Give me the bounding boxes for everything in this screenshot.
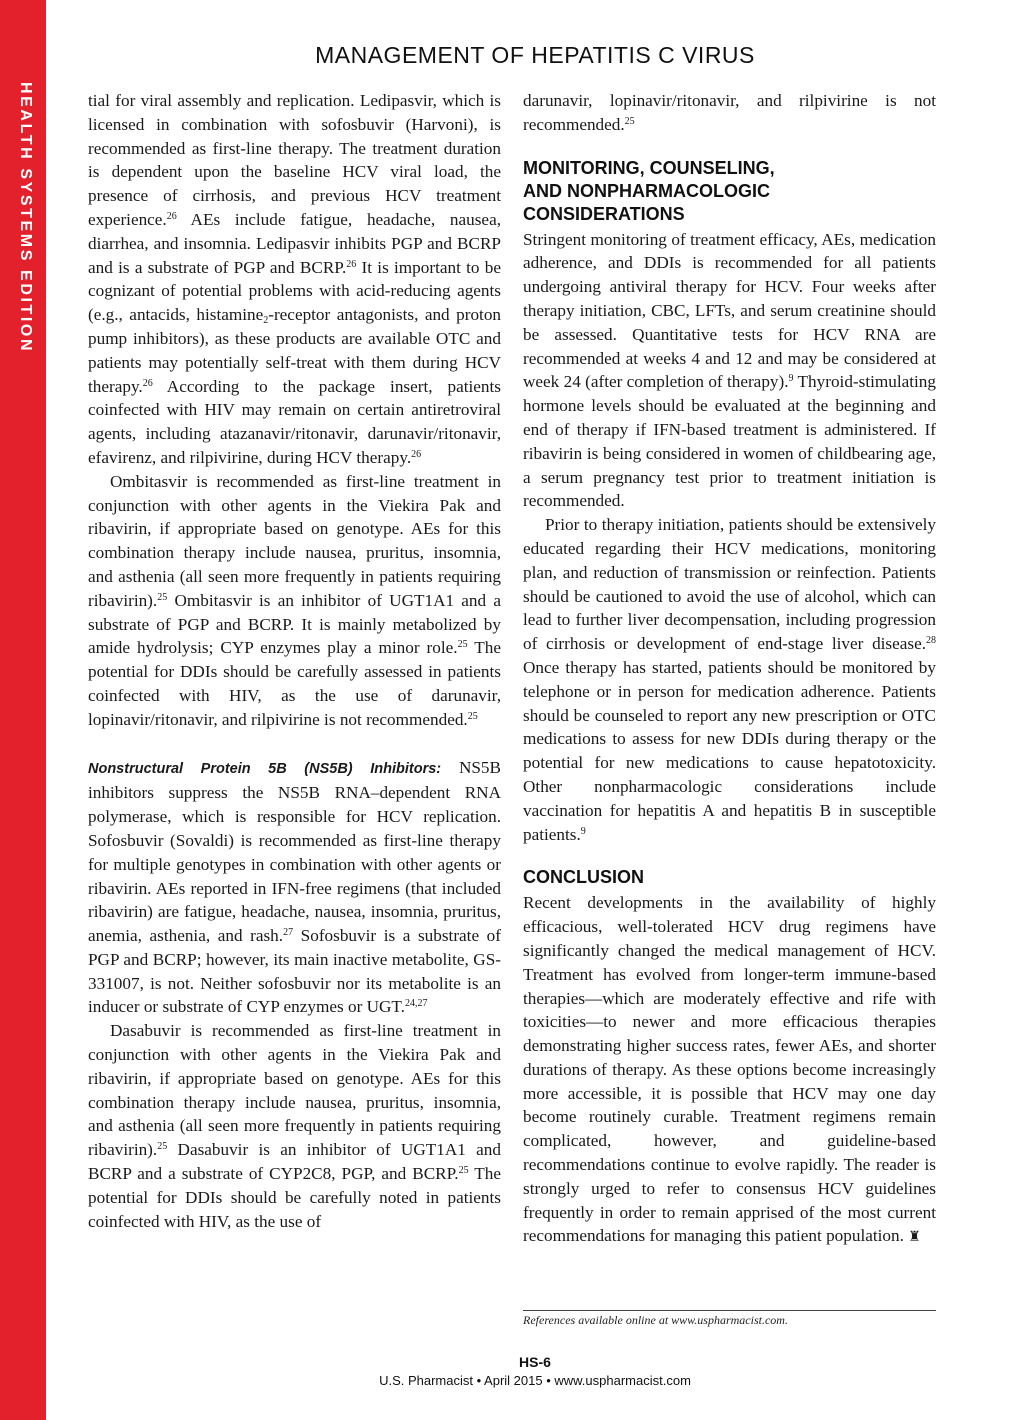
left-column <box>88 89 501 1233</box>
running-head: MANAGEMENT OF HEPATITIS C VIRUS <box>315 42 755 68</box>
citation: 25 <box>467 710 478 722</box>
citation: 25 <box>624 115 635 127</box>
right-column <box>523 89 936 1250</box>
citation: 26 <box>166 210 177 222</box>
paragraph: Ombitasvir is recommended as first-line treatment in conjunction with other agents in the Viekira Pak and ribavirin, if appropriate based on genotype. AEs for this combination therapy include nausea, pruritus, insomnia, and asthenia (all seen more frequently in patients requiring ribavirin).$^{25}$ Ombitasvir is an inhibitor of UGT1A1 and a substrate of PGP and BCRP. It is mainly metabolized by amide hydrolysis; CYP enzymes play a minor role.$^{25}$ The potential for DDIs should be carefully assessed in patients coinfected with HIV, as the use of darunavir, lopinavir/ritonavir, and rilpivirine is not recommended.$^{25}$ <box>88 471 501 729</box>
section-heading-monitoring: MONITORING, COUNSELING, AND NONPHARMACOLOGIC CONSIDERATIONS <box>523 157 775 224</box>
citation: 27 <box>283 927 294 939</box>
paragraph: Dasabuvir is recommended as first-line treatment in conjunction with other agents in the Viekira Pak and ribavirin, if appropriate based on genotype. AEs for this combination therapy include nausea, pruritus, insomnia, and asthenia (all seen more frequently in patients requiring ribavirin).$^{25}$ Dasabuvir is an inhibitor of UGT1A1 and BCRP and a substrate of CYP2C8, PGP, and BCRP.$^{25}$ The potential for DDIs should be carefully noted in patients coinfected with HIV, as the use of <box>88 1021 501 1231</box>
citation: 9 <box>788 373 794 385</box>
citation: 9 <box>580 825 586 837</box>
citation: 28 <box>926 635 936 647</box>
citation: 26 <box>142 377 153 389</box>
end-of-article-icon: ♜ <box>908 1230 921 1246</box>
page-number: HS-6 <box>519 1354 551 1370</box>
paragraph: tial for viral assembly and replication. Ledipasvir, which is licensed in combination with sofosbuvir (Harvoni), is recommended as first-line therapy. The treatment duration is dependent upon the baseline HCV viral load, the presence of cirrhosis, and previous HCV treatment experience.$^{26}$ AEs include fatigue, headache, nausea, diarrhea, and insomnia. Ledipasvir inhibits PGP and BCRP and is a substrate of PGP and BCRP.$^{26}$ It is important to be cognizant of potential problems with acid-reducing agents (e.g., antacids, histamine$_2$-receptor antagonists, and proton pump inhibitors), as these products are available OTC and patients may potentially self-treat with them during HCV therapy.$^{26}$ According to the package insert, patients coinfected with HIV may remain on certain antiretroviral agents, including atazanavir/ritonavir, darunavir/ritonavir, efavirenz, and rilpivirine, during HCV therapy.$^{26}$ <box>88 91 502 467</box>
paragraph: darunavir, lopinavir/ritonavir, and rilpivirine is not recommended.$^{25}$ <box>523 91 936 134</box>
citation: 25 <box>458 1165 469 1177</box>
citation: 24,27 <box>404 998 428 1010</box>
citation: 25 <box>157 1141 168 1153</box>
citation: 26 <box>411 448 422 460</box>
citation: 25 <box>157 591 168 603</box>
paragraph: Prior to therapy initiation, patients should be extensively educated regarding their HCV medications, monitoring plan, and reduction of transmission or reinfection. Patients should be cautioned to avoid the use of alcohol, which can lead to further liver decompensation, including progression of cirrhosis or development of end-stage liver disease.$^{28}$ Once therapy has started, patients should be monitored by telephone or in person for medication adherence. Patients should be counseled to report any new prescription or OTC medications to assess for new DDIs during therapy or the potential for new medications to cause hepatotoxicity. Other nonpharmacologic considerations include vaccination for hepatitis A and hepatitis B in susceptible patients.$^9$ <box>523 515 936 844</box>
citation: 26 <box>346 258 357 270</box>
paragraph: Stringent monitoring of treatment efficacy, AEs, medication adherence, and DDIs is recommended for all patients undergoing antiviral therapy for HCV. Four weeks after therapy initiation, CBC, LFTs, and serum creatinine should be assessed. Quantitative tests for HCV RNA are recommended at weeks 4 and 12 and may be considered at week 24 (after completion of therapy).$^9$ Thyroid-stimulating hormone levels should be evaluated at the beginning and end of therapy if IFN-based treatment is administered. If ribavirin is being considered in women of childbearing age, a serum pregnancy test prior to treatment initiation is recommended. <box>523 229 936 511</box>
references-note: References available online at www.uspharmacist.com. <box>523 1313 788 1327</box>
subsection-heading: Nonstructural Protein 5B (NS5B) Inhibitors: <box>88 760 442 777</box>
section-heading-conclusion: CONCLUSION <box>523 867 644 888</box>
paragraph: Recent developments in the availability of highly efficacious, well-tolerated HCV drug regimens have significantly changed the medical management of HCV. Treatment has evolved from longer-term immune-based therapies—which are moderately effective and rife with toxicities—to newer and more efficacious therapies demonstrating higher success rates, fewer AEs, and shorter durations of therapy. As these options become increasingly more accessible, it is possible that HCV may one day become routinely curable. Treatment regimens remain complicated, however, and guideline-based recommendations continue to evolve rapidly. The reader is strongly urged to refer to consensus HCV guidelines frequently in order to remain apprised of the most current recommendations for managing this patient population. ♜ <box>523 893 936 1246</box>
footer: U.S. Pharmacist • April 2015 • www.uspharmacist.com <box>379 1373 691 1388</box>
citation: 25 <box>457 639 468 651</box>
reference-divider <box>523 1310 936 1311</box>
paragraph: Nonstructural Protein 5B (NS5B) Inhibitors: NS5B inhibitors suppress the NS5B RNA–dependent RNA polymerase, which is responsible for HCV replication. Sofosbuvir (Sovaldi) is recommended as first-line therapy for multiple genotypes in combination with other agents or ribavirin. AEs reported in IFN-free regimens (that included ribavirin) are fatigue, headache, nausea, insomnia, pruritus, anemia, asthenia, and rash.$^{27}$ Sofosbuvir is a substrate of PGP and BCRP; however, its main inactive metabolite, GS-331007, is not. Neither sofosbuvir nor its metabolite is an inducer or substrate of CYP enzymes or UGT.$^{24,27}$ <box>88 757 502 1017</box>
edition-side-label: HEALTH SYSTEMS EDITION <box>17 82 34 354</box>
